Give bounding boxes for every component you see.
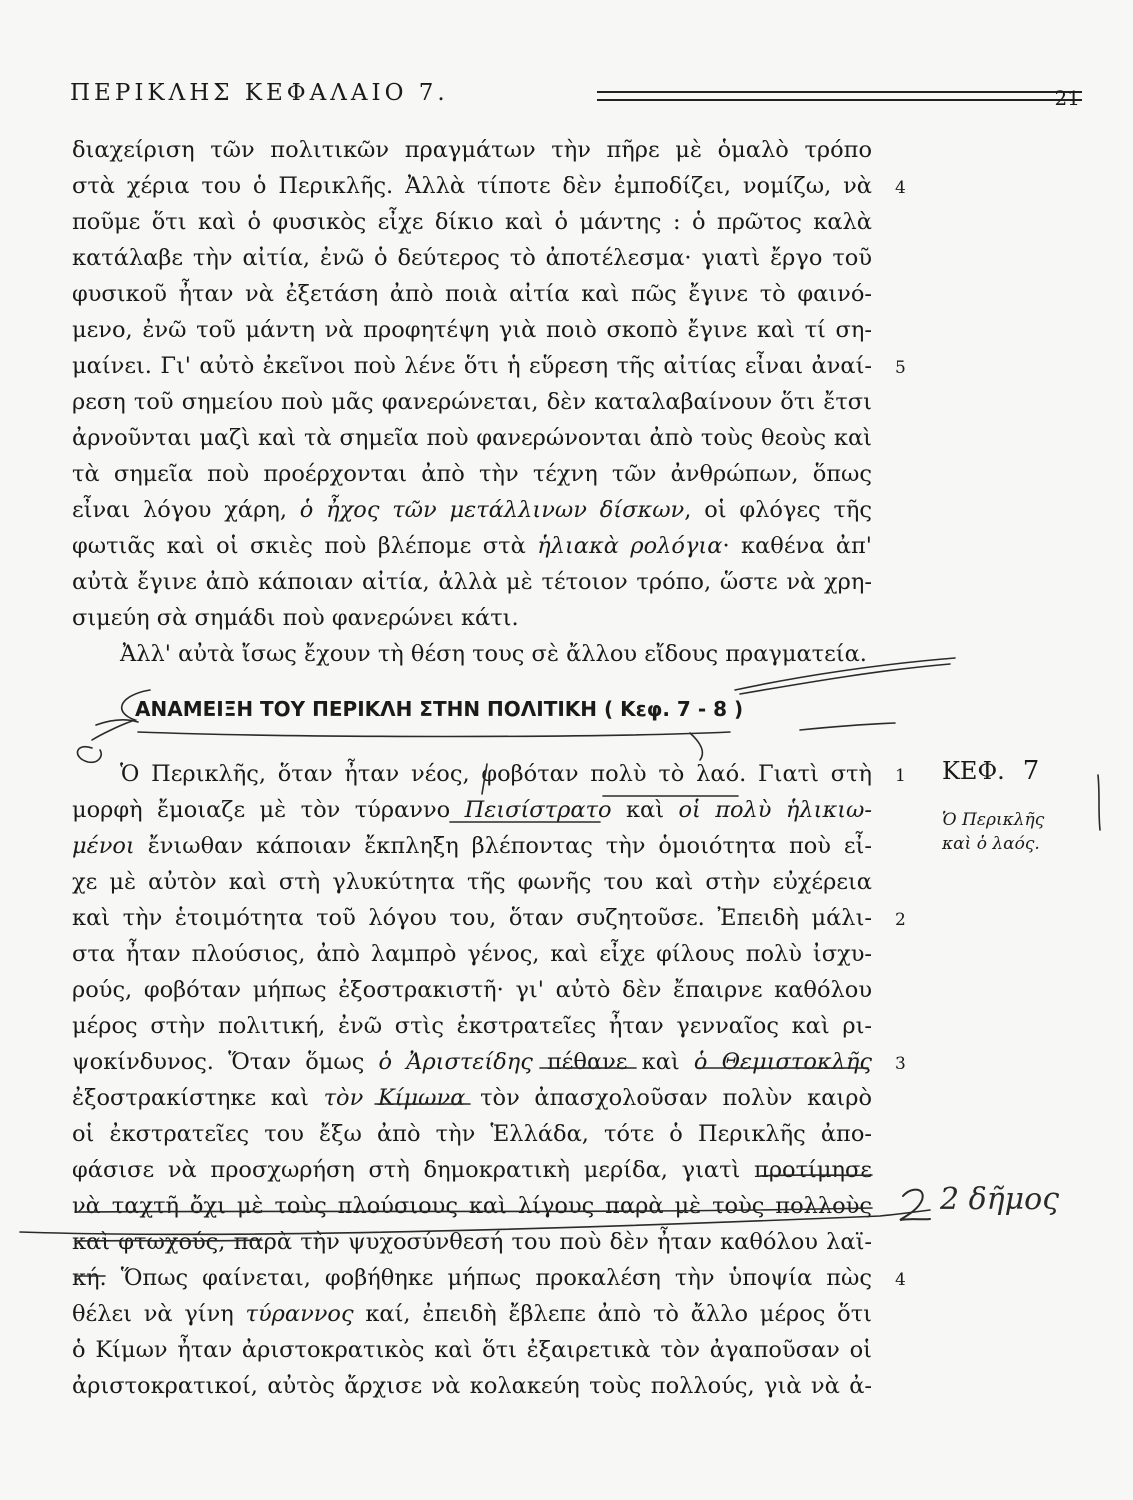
text-line: διαχείριση τῶν πολιτικῶν πραγμάτων τὴν πῆρε μὲ ὁμαλὸ τρόπο [72,137,872,163]
text-line: νὰ ταχτῆ ὄχι μὲ τοὺς πλούσιους καὶ λίγους παρὰ μὲ τοὺς πολλοὺς [72,1193,872,1219]
text-span: μορφὴ ἔμοιαζε μὲ τὸν τύραννο [72,797,465,823]
text-line: σιμεύη σὰ σημάδι ποὺ φανερώνει κάτι. [72,605,519,631]
text-line [72,492,872,528]
text-line [72,1296,872,1332]
margin-note-line: Ὁ Περικλῆς [942,810,1045,830]
text-span: θέλει νὰ γίνη [72,1301,246,1327]
text-span: φωτιᾶς καὶ οἱ σκιὲς ποὺ βλέπομε στὰ [72,533,538,559]
text-span: τὸν ἀπασχολοῦσαν πολὺν καιρὸ [465,1085,873,1111]
pen-stroke [1098,775,1100,830]
text-line: ρεση τοῦ σημείου ποὺ μᾶς φανερώνεται, δὲν καταλαβαίνουν ὅτι ἔτσι [72,389,872,415]
section-heading: ΑΝΑΜΕΙΞΗ ΤΟΥ ΠΕΡΙΚΛΗ ΣΤΗΝ ΠΟΛΙΤΙΚΗ ( Κεφ. 7 - 8 ) [135,697,744,721]
page-header [70,80,1080,114]
italic-phrase: ὁ Ἀριστείδης [378,1049,533,1075]
chapter-number: 7 [1022,756,1040,786]
text-line: ποῦμε ὅτι καὶ ὁ φυσικὸς εἶχε δίκιο καὶ ὁ μάντης : ὁ πρῶτος καλὰ [72,209,872,235]
text-line: μαίνει. Γι' αὐτὸ ἐκεῖνοι ποὺ λένε ὅτι ἡ εὕρεση τῆς αἰτίας εἶναι ἀναί- [72,353,872,379]
text-line [72,828,872,864]
text-span: εἶναι λόγου χάρη, [72,497,300,523]
line-number: 3 [895,1054,906,1074]
text-line: ἀριστοκρατικοί, αὐτὸς ἄρχισε νὰ κολακεύη τοὺς πολλούς, γιὰ νὰ ἀ- [72,1373,872,1399]
line-number: 4 [895,178,906,198]
text-line: τὰ σημεῖα ποὺ προέρχονται ἀπὸ τὴν τέχνη τῶν ἀνθρώπων, ὅπως [72,461,872,487]
margin-note-line: καὶ ὁ λαός. [942,834,1040,854]
text-span: πέθανε καὶ [532,1049,694,1075]
text-line [72,1044,872,1080]
text-span: καὶ [611,797,679,823]
line-number: 4 [895,1270,906,1290]
italic-phrase: ἡλιακὰ ρολόγια [537,533,723,559]
text-line: ἀρνοῦνται μαζὶ καὶ τὰ σημεῖα ποὺ φανερώνονται ἀπὸ τοὺς θεοὺς καὶ [72,425,872,451]
line-number: 5 [895,358,906,378]
page-number: 21 [1054,86,1080,110]
text-span: ψοκίνδυνος. Ὅταν ὅμως [72,1049,379,1075]
handwritten-note: 2 δῆμος [940,1182,1060,1217]
text-span: ἐξοστρακίστηκε καὶ [72,1085,324,1111]
chapter-label: ΚΕΦ. [942,757,1005,785]
text-line: ὁ Κίμων ἦταν ἀριστοκρατικὸς καὶ ὅτι ἐξαιρετικὰ τὸν ἀγαποῦσαν οἱ [72,1337,872,1363]
text-line [72,792,872,828]
italic-phrase: ὁ ἦχος τῶν μετάλλινων δίσκων [299,497,685,523]
pen-loop [96,720,138,725]
text-line: μενο, ἐνῶ τοῦ μάντη νὰ προφητέψη γιὰ ποιὸ σκοπὸ ἔγινε καὶ τί ση- [72,317,872,343]
text-line: κατάλαβε τὴν αἰτία, ἐνῶ ὁ δεύτερος τὸ ἀποτέλεσμα· γιατὶ ἔργο τοῦ [72,245,872,271]
text-line: στα ἦταν πλούσιος, ἀπὸ λαμπρὸ γένος, καὶ εἶχε φίλους πολὺ ἰσχυ- [72,941,872,967]
header-rule [597,91,1082,101]
text-line: στὰ χέρια του ὁ Περικλῆς. Ἀλλὰ τίποτε δὲν ἐμποδίζει, νομίζω, νὰ [72,173,872,199]
text-line: φυσικοῦ ἦταν νὰ ἐξετάση ἀπὸ ποιὰ αἰτία καὶ πῶς ἔγινε τὸ φαινό- [72,281,872,307]
chapter-marker [942,756,1039,786]
text-line [72,528,872,564]
italic-phrase: τύραννος [245,1301,354,1327]
pen-loop [77,747,101,763]
text-line: καὶ φτωχούς, παρὰ τὴν ψυχοσύνθεσή του ποὺ δὲν ἦταν καθόλου λαϊ- [72,1229,872,1255]
text-span: , οἱ φλόγες τῆς [684,497,872,523]
text-span: · καθένα ἀπ' [722,533,872,559]
text-line: καὶ τὴν ἑτοιμότητα τοῦ λόγου του, ὅταν συζητοῦσε. Ἐπειδὴ μάλι- [72,905,872,931]
italic-phrase: οἱ πολὺ ἡλικιω- [678,797,872,823]
text-line: Ὁ Περικλῆς, ὅταν ἦταν νέος, φοβόταν πολὺ τὸ λαό. Γιατὶ στὴ [120,761,872,787]
line-number: 2 [895,910,906,930]
margin-summary [942,808,1044,856]
text-line: χε μὲ αὐτὸν καὶ στὴ γλυκύτητα τῆς φωνῆς του καὶ στὴν εὐχέρεια [72,869,872,895]
text-line [72,1080,872,1116]
text-span: καί, ἐπειδὴ ἔβλεπε ἀπὸ τὸ ἄλλο μέρος ὅτι [353,1301,872,1327]
text-span: ἔνιωθαν κάποιαν ἔκπληξη βλέποντας τὴν ὁμοιότητα ποὺ εἶ- [134,833,872,859]
running-title: ΠΕΡΙΚΛΗΣ ΚΕΦΑΛΑΙΟ 7. [70,80,449,106]
pen-stroke [800,723,895,730]
text-line: μέρος στὴν πολιτική, ἐνῶ στὶς ἐκστρατεῖες ἦταν γενναῖος καὶ ρι- [72,1013,872,1039]
line-number: 1 [895,766,906,786]
text-line: ρούς, φοβόταν μήπως ἐξοστρακιστῆ· γι' αὐτὸ δὲν ἔπαιρνε καθόλου [72,977,872,1003]
italic-phrase: τὸν Κίμωνα [323,1085,466,1111]
italic-phrase: μένοι [72,833,135,859]
pen-stroke [138,732,730,737]
text-line: αὐτὰ ἔγινε ἀπὸ κάποιαν αἰτία, ἀλλὰ μὲ τέτοιον τρόπο, ὥστε νὰ χρη- [72,569,872,595]
pen-stroke [900,1190,930,1220]
italic-phrase: ὁ Θεμιστοκλῆς [693,1049,872,1075]
text-line: κή. Ὅπως φαίνεται, φοβήθηκε μήπως προκαλέση τὴν ὑποψία πὼς [72,1265,872,1291]
text-line: οἱ ἐκστρατεῖες του ἔξω ἀπὸ τὴν Ἑλλάδα, τότε ὁ Περικλῆς ἀπο- [72,1121,872,1147]
text-line: Ἀλλ' αὐτὰ ἴσως ἔχουν τὴ θέση τους σὲ ἄλλου εἴδους πραγματεία. [120,641,867,667]
italic-phrase: Πεισίστρατο [464,797,612,823]
text-line: φάσισε νὰ προσχωρήση στὴ δημοκρατικὴ μερίδα, γιατὶ προτίμησε [72,1157,872,1183]
